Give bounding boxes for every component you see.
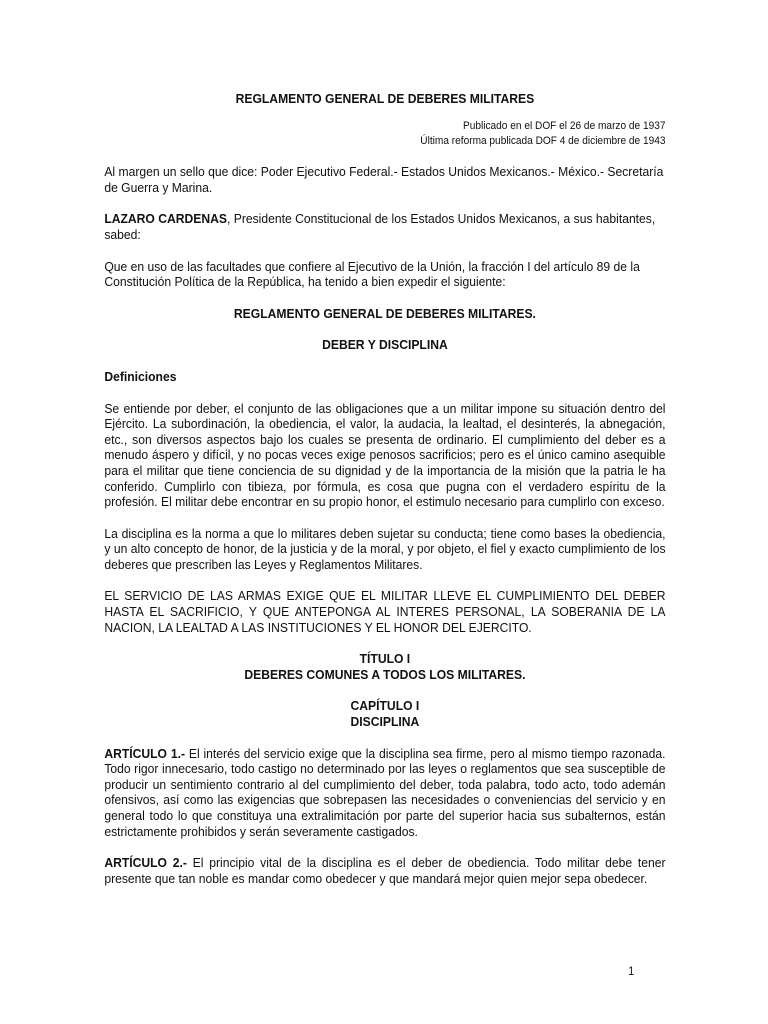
capitulo-heading: CAPÍTULO I xyxy=(350,698,420,714)
servicio-paragraph: EL SERVICIO DE LAS ARMAS EXIGE QUE EL MILITAR LLEVE EL CUMPLIMIENTO DEL DEBER HASTA EL SACRIFICIO, Y QUE ANTEPONGA AL INTERES PERSONAL, LA SOBERANIA DE LA NACION, LA LEALTAD A LAS INSTITUCIONES Y EL HONOR DEL EJERCITO. xyxy=(104,588,666,635)
article-2-label: ARTÍCULO 2.- xyxy=(104,855,187,871)
intro-paragraph: Al margen un sello que dice: Poder Ejecutivo Federal.- Estados Unidos Mexicanos.- México.- Secretaría de Guerra y Marina. xyxy=(104,164,664,195)
document-page xyxy=(31,0,738,1024)
disciplina-paragraph: La disciplina es la norma a que lo militares deben sujetar su conducta; tiene como bases la obediencia, y un alto concepto de honor, de la justicia y de la moral, y por objeto, el fiel y exacto cumplimiento de los deberes que prescriben las Leyes y Reglamentos Militares. xyxy=(104,525,666,572)
capitulo-heading-block xyxy=(104,698,665,729)
deber-paragraph: Se entiende por deber, el conjunto de las obligaciones que a un militar impone su situación dentro del Ejército. La subordinación, la obediencia, el valor, la audacia, la lealtad, el desinterés, la abnegación, etc., son diversos aspectos bajo los cuales se presenta de ordinario. El cumplimiento del deber es a menudo áspero y difícil, y no pocas veces exige penosos sacrificios; pero es el único camino asequible para el militar que tiene conciencia de su dignidad y de la importancia de la misión que la patria le ha conferido. Cumplirlo con tibieza, por fórmula, es cosa que pugna con el verdadero espíritu de la profesión. El militar debe encontrar en su propio honor, el estimulo necesario para cumplirlo con exceso. xyxy=(104,400,666,510)
publication-info xyxy=(104,119,665,150)
deber-heading: DEBER Y DISCIPLINA xyxy=(322,337,448,353)
titulo-heading: TÍTULO I xyxy=(359,651,411,667)
article-2 xyxy=(104,855,665,886)
article-2-text: El principio vital de la disciplina es el deber de obediencia. Todo militar debe tener presente que tan noble es mandar como obedecer y que mandará mejor quien mejor sepa obedecer. xyxy=(104,855,666,886)
document-title: REGLAMENTO GENERAL DE DEBERES MILITARES xyxy=(235,91,535,106)
president-text: , Presidente Constitucional de los Estados Unidos Mexicanos, a sus habitantes, sabed: xyxy=(104,211,656,242)
titulo-subtitle: DEBERES COMUNES A TODOS LOS MILITARES. xyxy=(244,666,526,682)
president-name: LAZARO CARDENAS xyxy=(104,211,227,227)
definiciones-heading: Definiciones xyxy=(104,368,177,384)
publication-date: Publicado en el DOF el 26 de marzo de 1937 xyxy=(462,119,666,132)
capitulo-subtitle: DISCIPLINA xyxy=(350,714,420,730)
last-reform-date: Última reforma publicada DOF 4 de diciembre de 1943 xyxy=(420,134,666,147)
article-1-text: El interés del servicio exige que la disciplina sea firme, pero al mismo tiempo razonada. Todo rigor innecesario, todo castigo no determinado por las leyes o reglamentos que sea susceptible de producir un sentimiento contrario al del cumplimiento del deber, toda palabra, todo acto, todo ademán ofensivos, así como las exigencias que sobrepasen las necesidades o conveniencias del servicio y en general todo lo que constituya una extralimitación por parte del superior hacia sus subalternos, están estrictamente prohibidos y serán severamente castigados. xyxy=(104,745,666,839)
titulo-heading-block xyxy=(104,651,665,682)
reglamento-heading: REGLAMENTO GENERAL DE DEBERES MILITARES. xyxy=(233,305,536,321)
president-paragraph xyxy=(104,211,665,242)
page-number: 1 xyxy=(628,964,635,978)
article-1 xyxy=(104,746,665,840)
document-body xyxy=(104,91,665,902)
article-1-label: ARTÍCULO 1.- xyxy=(104,745,186,761)
facultades-paragraph: Que en uso de las facultades que confiere al Ejecutivo de la Unión, la fracción I del artículo 89 de la Constitución Política de la República, ha tenido a bien expedir el siguiente: xyxy=(104,258,640,290)
